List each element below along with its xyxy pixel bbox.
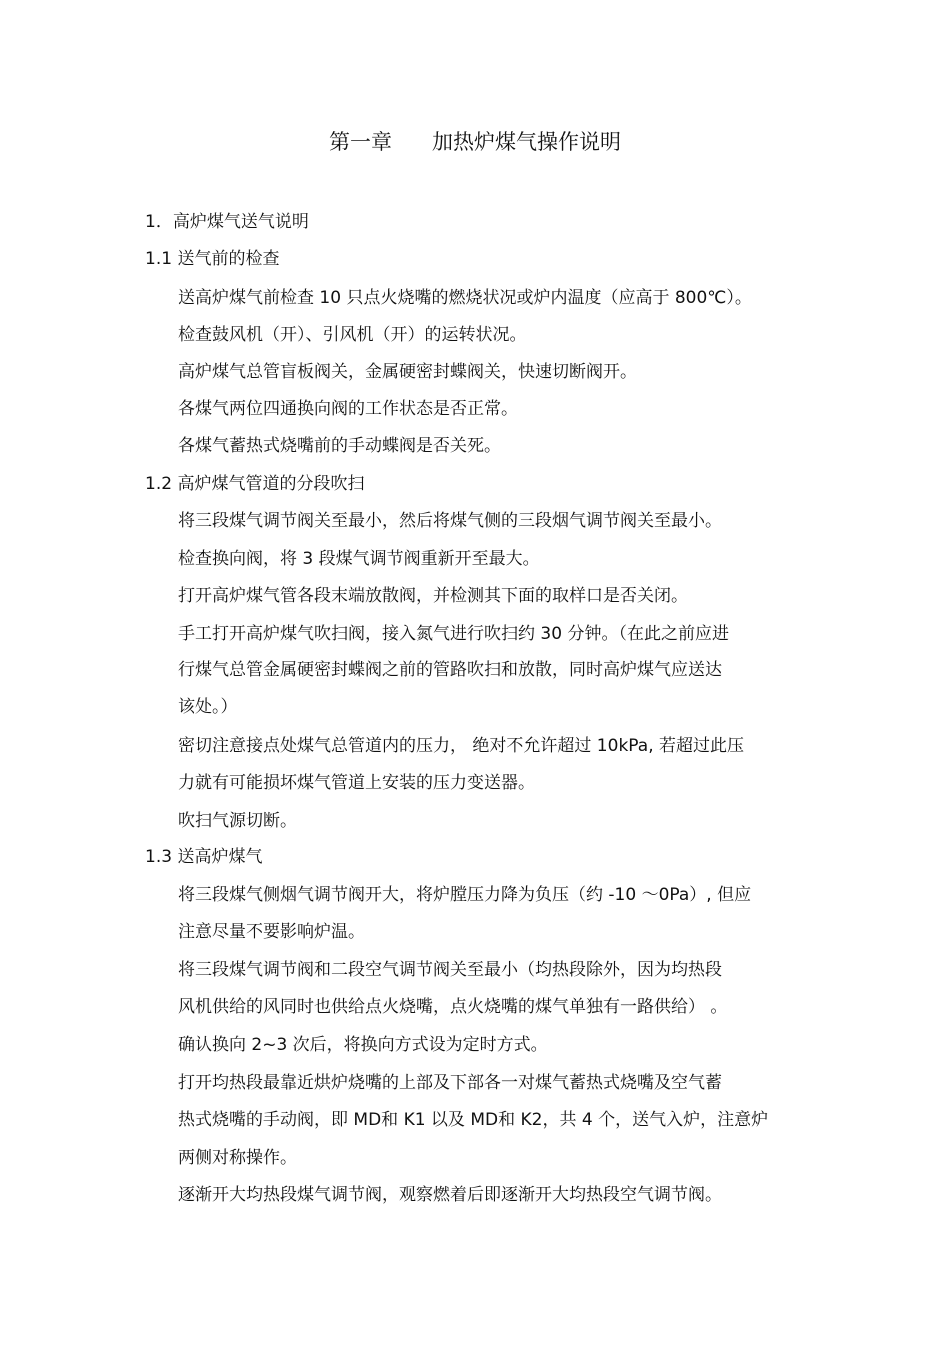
- paragraph-line: 两侧对称操作。: [178, 1148, 297, 1168]
- section-heading-1: 1．高炉煤气送气说明: [145, 212, 309, 232]
- paragraph-line: 行煤气总管金属硬密封蝶阀之前的管路吹扫和放散，同时高炉煤气应送达: [178, 660, 722, 680]
- paragraph-line: 各煤气两位四通换向阀的工作状态是否正常。: [178, 399, 518, 419]
- paragraph-line: 打开均热段最靠近烘炉烧嘴的上部及下部各一对煤气蓄热式烧嘴及空气蓄: [178, 1073, 722, 1093]
- subsection-heading-1-1: 1.1 送气前的检查: [145, 249, 280, 269]
- paragraph-line: 力就有可能损坏煤气管道上安装的压力变送器。: [178, 773, 535, 793]
- paragraph-line: 手工打开高炉煤气吹扫阀，接入氮气进行吹扫约 30 分钟。（在此之前应进: [178, 624, 729, 644]
- paragraph-line: 高炉煤气总管盲板阀关，金属硬密封蝶阀关，快速切断阀开。: [178, 362, 637, 382]
- paragraph-line: 注意尽量不要影响炉温。: [178, 922, 365, 942]
- paragraph-line: 该处。）: [178, 697, 238, 717]
- paragraph-line: 送高炉煤气前检查 10 只点火烧嘴的燃烧状况或炉内温度（应高于 800℃）。: [178, 288, 752, 308]
- paragraph-line: 确认换向 2~3 次后，将换向方式设为定时方式。: [178, 1035, 548, 1055]
- paragraph-line: 将三段煤气调节阀关至最小，然后将煤气侧的三段烟气调节阀关至最小。: [178, 511, 722, 531]
- paragraph-line: 将三段煤气调节阀和二段空气调节阀关至最小（均热段除外，因为均热段: [178, 960, 722, 980]
- subsection-heading-1-3: 1.3 送高炉煤气: [145, 847, 263, 867]
- paragraph-line: 逐渐开大均热段煤气调节阀，观察燃着后即逐渐开大均热段空气调节阀。: [178, 1185, 722, 1205]
- paragraph-line: 吹扫气源切断。: [178, 811, 297, 831]
- paragraph-line: 检查鼓风机（开）、引风机（开）的运转状况。: [178, 325, 527, 345]
- paragraph-line: 热式烧嘴的手动阀，即 MD和 K1 以及 MD和 K2，共 4 个，送气入炉，注意炉: [178, 1110, 769, 1130]
- paragraph-line: 各煤气蓄热式烧嘴前的手动蝶阀是否关死。: [178, 436, 501, 456]
- chapter-title: 第一章 加热炉煤气操作说明: [328, 130, 622, 154]
- paragraph-line: 将三段煤气侧烟气调节阀开大，将炉膛压力降为负压（约 -10 ～0Pa）, 但应: [178, 885, 752, 905]
- paragraph-line: 打开高炉煤气管各段末端放散阀，并检测其下面的取样口是否关闭。: [178, 586, 688, 606]
- subsection-heading-1-2: 1.2 高炉煤气管道的分段吹扫: [145, 474, 365, 494]
- paragraph-line: 密切注意接点处煤气总管道内的压力， 绝对不允许超过 10kPa, 若超过此压: [178, 736, 744, 756]
- paragraph-line: 检查换向阀，将 3 段煤气调节阀重新开至最大。: [178, 549, 540, 569]
- paragraph-line: 风机供给的风同时也供给点火烧嘴，点火烧嘴的煤气单独有一路供给） 。: [178, 997, 728, 1017]
